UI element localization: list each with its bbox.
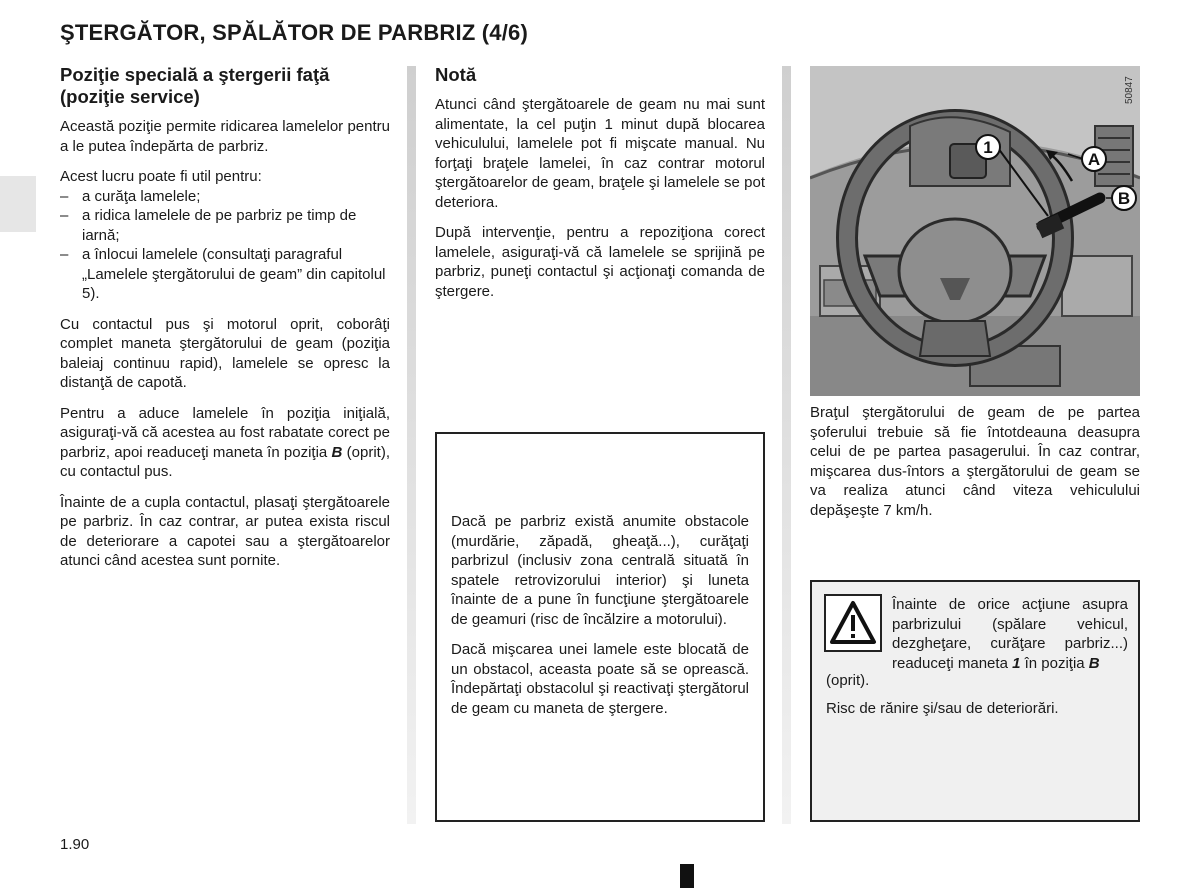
steering-wheel-drawing: [810, 66, 1140, 396]
paragraph-useful-for: Acest lucru poate fi util pentru:: [60, 168, 262, 185]
text: (oprit), cu contactul pus.: [60, 443, 390, 480]
column-divider: [407, 66, 416, 824]
danger-risk: Risc de rănire şi/sau de deteriorări.: [826, 700, 1059, 717]
paragraph-service-position: Cu contactul pus şi motorul oprit, coborâţi complet maneta ştergătorului de geam (poziţia baleiaj continuu rapid), lamelele se opresc la distanţă de capotă.: [60, 315, 390, 391]
warning-paragraph: Dacă mişcarea unei lamele este blocată de un obstacol, aceasta poate să se oprească. Îndepărtaţi obstacolul şi reactivaţi ştergătorul de geam cu maneta de ştergere.: [451, 641, 749, 717]
column-divider: [782, 66, 791, 824]
paragraph-before-ignition: Înainte de a cupla contactul, plasaţi ştergătoarele pe parbriz. În caz contrar, ar putea exista riscul de deteriorare a capotei sau a ştergătoarelor atunci când acestea sunt pornite.: [60, 493, 390, 569]
note-heading: Notă: [435, 64, 477, 85]
warning-paragraph: Dacă pe parbriz există anumite obstacole (murdărie, zăpadă, gheaţă...), curăţaţi parbrizul (inclusiv zona centrală situată în spatele retrovizorului interior) şi luneta înainte de a pune în funcţiune ştergătoarele de geamuri (risc de încălzire a motorului).: [451, 513, 749, 628]
text: Pentru a aduce lamelele în poziţia iniţială, asiguraţi-vă că acestea au fost rabatate corect pe parbriz, apoi readuceţi maneta în poziţia: [60, 404, 390, 461]
position-b-label: B: [331, 443, 343, 461]
danger-instruction-end: (oprit).: [826, 672, 870, 689]
use-list: [60, 187, 390, 304]
page-number: 1.90: [60, 836, 90, 853]
note-paragraph: Atunci când ştergătoarele de geam nu mai sunt alimentate, la cel puţin 1 minut după blocarea vehiculului, lamelele pot fi mişcate manual. Nu forţaţi braţele lamelei, în caz contrar motorul ştergătoarelor de geam, braţele şi lamelele se pot deteriora.: [435, 96, 765, 211]
section-heading: Poziţie specială a ştergerii faţă (poziţie service): [60, 64, 330, 107]
callout-a-label: A: [1087, 150, 1101, 169]
note-paragraph: După intervenţie, pentru a repoziţiona corect lamelele, asiguraţi-vă că lamelele se sprijină pe parbriz, puneţi contactul şi acţionaţi comanda de ştergere.: [435, 224, 765, 300]
lever-1-label: 1: [1012, 654, 1021, 672]
callout-1-label: 1: [983, 138, 993, 157]
list-item: – a curăţa lamelele;: [60, 187, 390, 207]
text: în poziţia: [1020, 654, 1089, 672]
figure-caption: Braţul ştergătorului de geam de pe partea şoferului trebuie să fie întotdeauna deasupra celui de pe partea pasagerului. În caz contrar, mişcarea dus-întors a ştergătorului de geam se va realiza atunci când viteza vehiculului depăşeşte 7 km/h.: [810, 404, 1140, 519]
obstacle-warning-box: [435, 432, 765, 822]
list-item: – a ridica lamelele de pe parbriz pe timp de iarnă;: [60, 206, 390, 245]
paragraph-return-position: [60, 404, 390, 482]
page-title: ŞTERGĂTOR, SPĂLĂTOR DE PARBRIZ (4/6): [60, 20, 529, 45]
text: Înainte de orice acţiune asupra parbrizului (spălare vehicul, dezgheţare, curăţare parbriz...) readuceţi maneta: [892, 596, 1128, 672]
figure-reference-number: 50847: [1124, 76, 1135, 104]
side-tab-marker: [0, 176, 36, 232]
paragraph-intro: Această poziţie permite ridicarea lamelelor pentru a le putea îndepărta de parbriz.: [60, 118, 390, 155]
warning-triangle-icon: [824, 594, 882, 652]
danger-box: [810, 580, 1140, 822]
page-marker: [680, 864, 694, 888]
danger-instruction: [892, 595, 1128, 673]
note-section: [435, 64, 765, 312]
steering-wheel-illustration: [810, 66, 1140, 396]
position-b-label: B: [1088, 654, 1100, 672]
list-item: – a înlocui lamelele (consultaţi paragraful „Lamelele ştergătorului de geam” din capitolul 5).: [60, 245, 390, 304]
callout-b-label: B: [1117, 189, 1131, 208]
left-column: [60, 64, 390, 582]
